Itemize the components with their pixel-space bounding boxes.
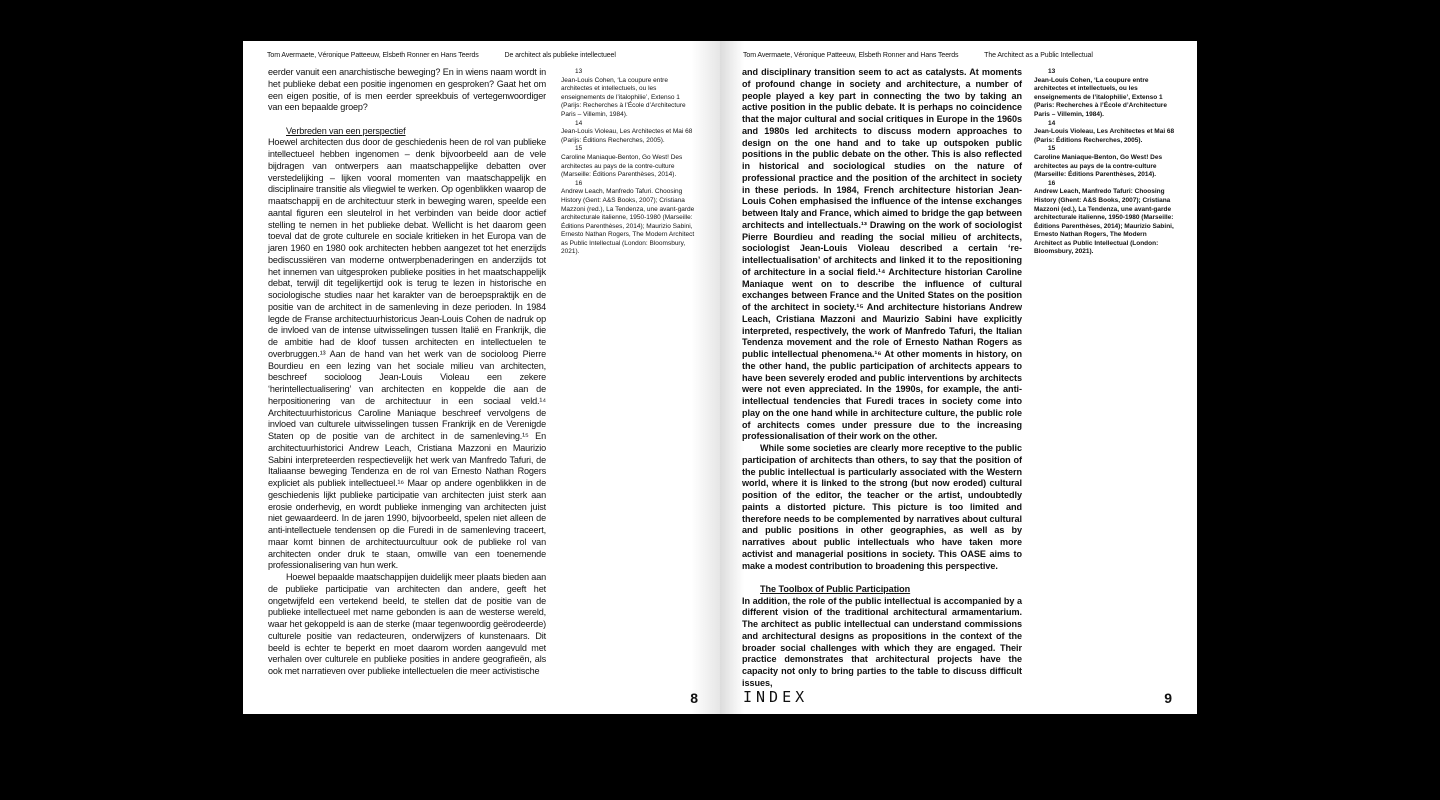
right-page: [720, 41, 1197, 714]
running-head: [743, 52, 1117, 59]
page-number: 9: [1164, 690, 1172, 706]
footnote: [561, 68, 701, 120]
section-title: Verbreden van een perspectief: [286, 125, 406, 136]
running-head-title: The Architect as a Public Intellectual: [984, 52, 1093, 59]
running-head: [267, 52, 640, 59]
main-text-column: [742, 67, 1022, 690]
section-title: The Toolbox of Public Participation: [760, 583, 911, 594]
footnote-text: Andrew Leach, Manfredo Tafuri. Choosing History (Gent: A&S Books, 2007); Cristiana Mazzoni (red.), La Tendenza, une avant-garde architecturale italienne, 1950-1980 (Marseille: Éditions Parenthèses, 2014); Maurizio Sabini, Ernesto Nathan Rogers, The Modern Architect as Public Intellectual (London: Bloomsbury, 2021).: [561, 188, 695, 256]
footnote-text: Jean-Louis Cohen, ‘La coupure entre architectes et intellectuels, ou les enseignements de l’italophilie’, Extenso 1 (Paris: Recherches à l’École d’Architecture Paris – Villemin, 1984).: [1034, 76, 1167, 118]
footnote: [1034, 68, 1176, 120]
footnote-text: Caroline Maniaque-Benton, Go West! Des architectes au pays de la contre-culture (Marseille: Éditions Parenthèses, 2014).: [561, 153, 683, 179]
footnote-number: 15: [575, 145, 583, 153]
paragraph: While some societies are clearly more receptive to the public participation of architects than others, to say that the position of the public intellectual is particularly associated with the Western world, where it is linked to the strong (but now eroded) cultural position of the editor, the teacher or the artist, undoubtedly paints a distorted picture. This picture is too limited and therefore needs to be complemented by narratives about cultural and public positions in other geographies, as well as by narratives about public intellectuals who have taken more activist and managerial positions in society. This OASE aims to make a modest contribution to broadening this perspective.: [742, 443, 1022, 571]
footnote-number: 16: [575, 179, 583, 187]
footnote-number: 14: [1048, 119, 1056, 127]
footnotes-column: [1034, 68, 1176, 257]
footnotes-column: [561, 68, 701, 257]
intro-paragraph: eerder vanuit een anarchistische beweging? En in wiens naam wordt in het publieke debat een positie ingenomen en gesproken? Gaat het om een eigen positie, of is men eerder spreekbuis of vertegenwoordiger van een bepaalde groep?: [268, 67, 546, 113]
footnote: [561, 180, 701, 257]
footnote-text: Caroline Maniaque-Benton, Go West! Des architectes au pays de la contre-culture (Marseille: Éditions Parenthèses, 2014).: [1034, 153, 1163, 179]
footnote: [561, 145, 701, 179]
index-wordmark: INDEX: [743, 688, 809, 706]
running-head-authors: Tom Avermaete, Véronique Patteeuw, Elsbeth Ronner en Hans Teerds: [267, 52, 479, 59]
footnote-number: 15: [1048, 145, 1056, 153]
footnote: [1034, 145, 1176, 179]
footnote-number: 16: [1048, 179, 1056, 187]
left-page: [243, 41, 720, 714]
footnote-text: Andrew Leach, Manfredo Tafuri: Choosing History (Ghent: A&S Books, 2007); Cristiana Mazzoni (ed.), La Tendenza, une avant-garde architecturale italienne, 1950-1980 (Marseille: Éditions Parenthèses, 2014); Maurizio Sabini, Ernesto Nathan Rogers, The Modern Architect as Public Intellectual (London: Bloomsbury, 2021).: [1034, 188, 1174, 256]
paragraph: and disciplinary transition seem to act as catalysts. At moments of profound change in society and architecture, a number of people played a key part in connecting the two by taking an active position in the public debate. It is perhaps no coincidence that the major cultural and social critiques in Europe in the 1960s and 1980s led architects to discuss modern approaches to design on the one hand and to take up outspoken public positions in the public debate on the other. This is also reflected in historical and sociological studies on the nature of professional practice and the position of the architect in society in these periods. In 1984, French architecture historian Jean-Louis Cohen emphasised the influence of the intense exchanges between Italy and France, which aimed to bridge the gap between architects and intellectuals.¹³ Drawing on the work of sociologist Pierre Bourdieu and reading the social milieu of architects, sociologist Jean-Louis Violeau described a certain ‘re-intellectualisation’ of architects and linked it to the repositioning of architecture in a social field.¹⁴ Architecture historian Caroline Maniaque went on to describe the influence of cultural exchanges between France and the United States on the position of the architect in society.¹⁵ And architecture historians Andrew Leach, Cristiana Mazzoni and Maurizio Sabini have explicitly interpreted, respectively, the work of Manfredo Tafuri, the Italian Tendenza movement and the role of Ernesto Nathan Rogers as public intellectual phenomena.¹⁶ At other moments in history, on the other hand, the public participation of architects appears to have been severely eroded and public interventions by architects were not even appreciated. In the 1990s, for example, the anti-intellectual tendencies that Furedi traces in society come into play on the one hand while in architecture culture, the public role of architects comes under pressure due to the increasing professionalisation of their work on the other.: [742, 67, 1022, 442]
footnote-text: Jean-Louis Violeau, Les Architectes et Mai 68 (Paris: Éditions Recherches, 2005).: [1034, 128, 1175, 144]
paragraph: Hoewel bepaalde maatschappijen duidelijk meer plaats bieden aan de publieke participatie van architecten dan andere, geeft het ongetwijfeld een vertekend beeld, te stellen dat de positie van de publieke intellectueel met name gebonden is aan de westerse wereld, waar het gekoppeld is aan de sterke (maar tegenwoordig geërodeerde) culturele positie van redacteuren, onderwijzers of kunstenaars. Dit beeld is echter te beperkt en moet daarom worden aangevuld met verhalen over culturele en publieke posities in andere geografieën, als ook met narratieven over publieke intellectuelen die meer activistische: [268, 572, 547, 677]
footnote-number: 13: [1048, 68, 1056, 75]
footnote: [1034, 120, 1176, 146]
running-head-title: De architect als publieke intellectueel: [504, 52, 616, 59]
paragraph: In addition, the role of the public intellectual is accompanied by a different vision of the traditional architectural armamentarium. The architect as public intellectual can understand commissions and architectural designs as propositions in the context of the broader social challenges with which they are engaged. Their practice demonstrates that architectural projects have the capacity not only to bring parties to the table to discuss difficult issues,: [742, 595, 1022, 688]
footnote-number: 13: [575, 68, 583, 75]
main-text-column: [268, 67, 546, 678]
footnote-text: Jean-Louis Violeau, Les Architectes et Mai 68 (Parijs: Éditions Recherches, 2005).: [561, 128, 693, 144]
paragraph: Hoewel architecten dus door de geschiedenis heen de rol van publieke intellectueel hebben ingenomen – denk bijvoorbeeld aan de vele bijdragen van ontwerpers aan maatschappelijke debatten over verstedelijking – lijken vooral momenten van maatschappelijk en disciplinaire transitie als vliegwiel te werken. Op ogenblikken waarop de maatschappij en de architectuur sterk in beweging waren, speelde een aantal figuren een sleutelrol in het verbinden van beide door actief stelling te nemen in het publieke debat. Wellicht is het daarom geen toeval dat de grote culturele en sociale kritieken in het Europa van de jaren 1960 en 1980 ook architecten hebben aangezet tot het enerzijds bediscussiëren van moderne ontwerpbenaderingen en anderzijds tot het innemen van uitgesproken publieke posities in het maatschappelijk debat, terwijl dit tegelijkertijd ook is terug te lezen in historische en sociologische studies naar het karakter van de beroepspraktijk en de positie van de architect in de samenleving in deze perioden. In 1984 legde de Franse architectuurhistoricus Jean-Louis Cohen de nadruk op de invloed van de intense uitwisselingen tussen Italië en Frankrijk, die de ambitie had de kloof tussen architecten en intellectuelen te overbruggen.¹³ Aan de hand van het werk van de socioloog Pierre Bourdieu en een lezing van het sociale milieu van architecten, beschreef socioloog Jean-Louis Violeau een zekere ‘herintellectualisering’ van architecten en koppelde die aan de herpositionering van de architectuur in een sociaal veld.¹⁴ Architectuurhistoricus Caroline Maniaque beschreef vervolgens de invloed van culturele uitwisselingen tussen Frankrijk en de Verenigde Staten op de positie van de architect in de samenleving.¹⁵ En architectuurhistorici Andrew Leach, Cristiana Mazzoni en Maurizio Sabini interpreteerden respectievelijk het werk van Manfredo Tafuri, de Italiaanse beweging Tendenza en de rol van Ernesto Nathan Rogers expliciet als publiek intellectueel.¹⁶ Maar op andere ogenblikken in de geschiedenis lijkt publieke participatie van architecten juist sterk aan erosie onderhevig, en wordt publieke inmenging van architecten juist niet gewaardeerd. In de jaren 1990, bijvoorbeeld, spelen niet alleen de anti-intellectuele tendensen op die Furedi in de samenleving traceert, maar komt binnen de architectuurcultuur ook de publieke rol van architecten onder druk te staan, omwille van een toenemende professionalisering van hun werk.: [268, 137, 546, 571]
running-head-authors: Tom Avermaete, Véronique Patteeuw, Elsbeth Ronner and Hans Teerds: [743, 52, 959, 59]
footnote-text: Jean-Louis Cohen, ‘La coupure entre architectes et intellectuels, ou les enseignements de l’italophilie’, Extenso 1 (Parijs: Recherches à l’École d’Architecture Paris – Villemin, 1984).: [561, 76, 686, 118]
footnote: [561, 120, 701, 146]
footnote-number: 14: [575, 119, 583, 127]
book-spread: [243, 41, 1197, 714]
footnote: [1034, 180, 1176, 257]
page-number: 8: [690, 690, 698, 706]
